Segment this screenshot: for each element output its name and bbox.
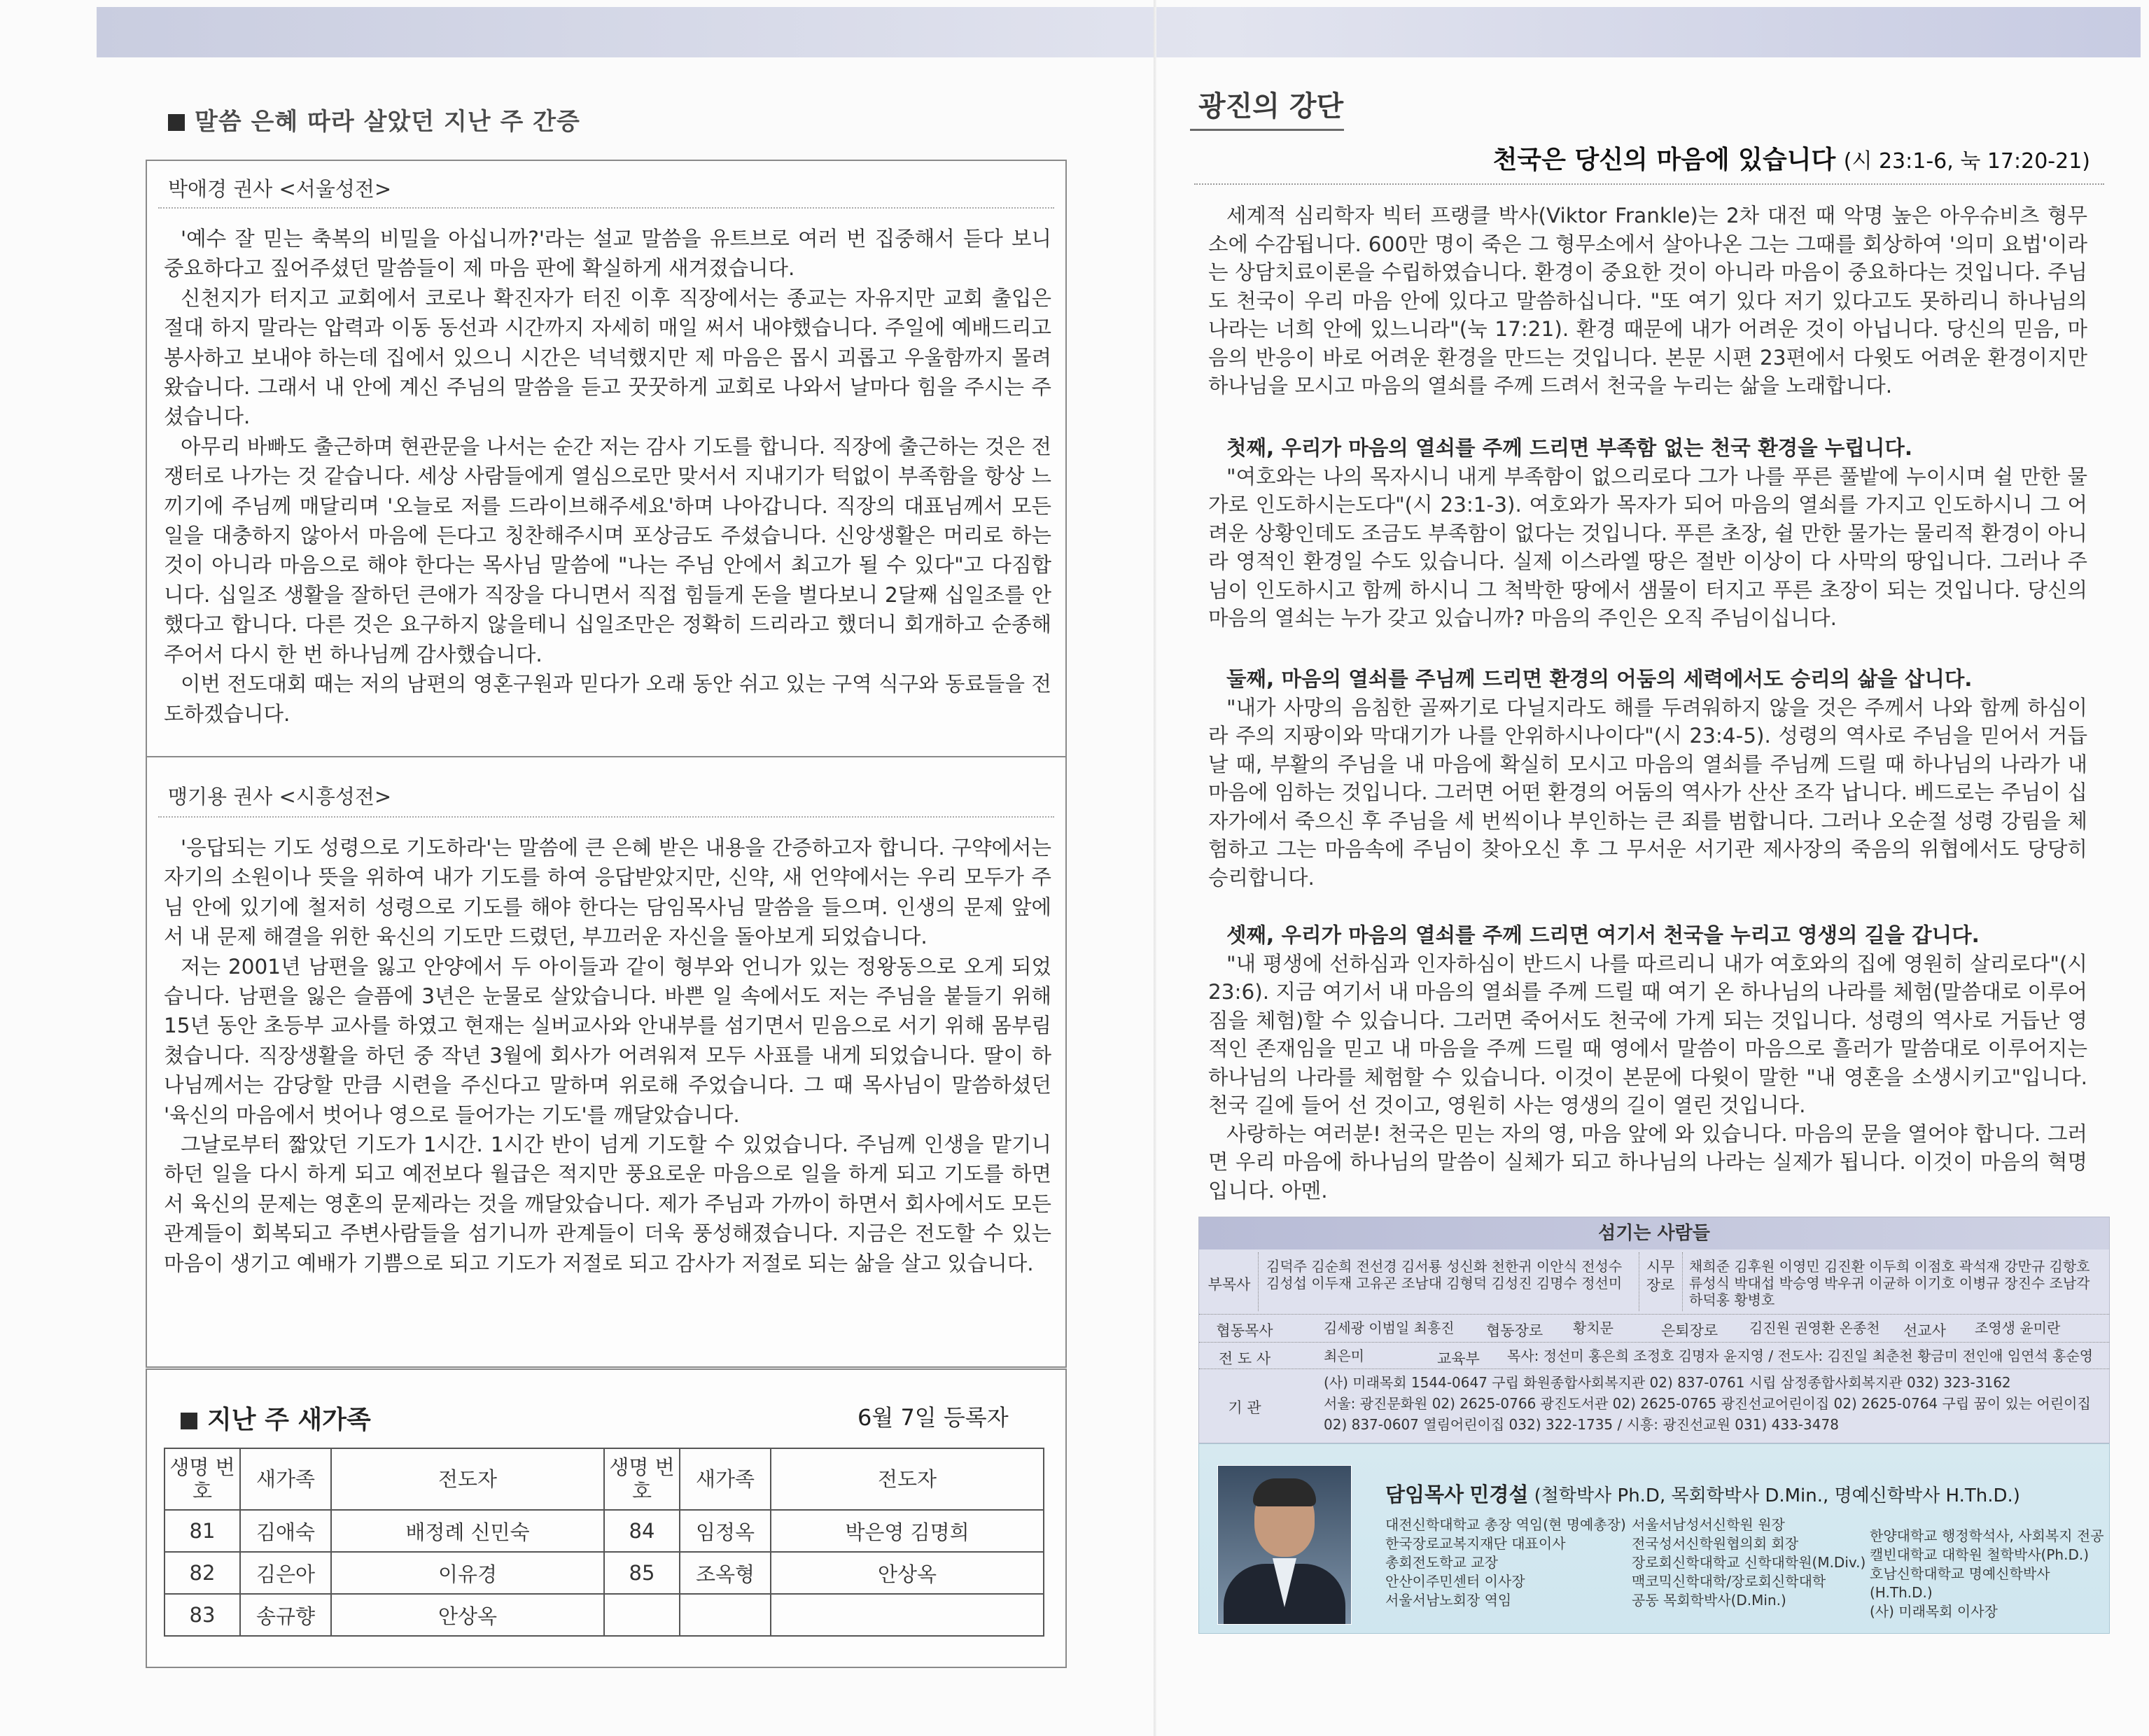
table-cell: 83 xyxy=(164,1594,240,1636)
pastor-name: 민경설 xyxy=(1469,1483,1529,1506)
career-item: 한국장로교복지재단 대표이사 xyxy=(1385,1535,1566,1552)
testimony-box-1 xyxy=(146,160,1067,757)
career-item: 총회전도학교 교장 xyxy=(1385,1554,1498,1571)
sermon-intro xyxy=(1208,202,2087,400)
org-label: 기 관 xyxy=(1228,1399,1261,1416)
testimony-paragraph: '예수 잘 믿는 축복의 비밀을 아십니까?'라는 설교 말씀을 유트브로 여러 번 집중해서 듣다 보니 중요하다고 짚어주셨던 말씀들이 제 마음 판에 확실하게 새겨졌습니다. xyxy=(164,227,1051,281)
sermon-title xyxy=(1493,140,2090,176)
table-cell: 임정옥 xyxy=(680,1510,771,1552)
table-cell xyxy=(680,1594,771,1636)
new-family-title xyxy=(181,1400,371,1436)
sermon-title-text: 천국은 당신의 마음에 있습니다 xyxy=(1492,146,1836,174)
pastor-photo xyxy=(1217,1465,1352,1625)
testimony-paragraph: 이번 전도대회 때는 저의 남편의 영혼구원과 믿다가 오래 동안 쉬고 있는 구역 식구와 동료들을 전도하겠습니다. xyxy=(164,672,1051,726)
testimony-paragraph: '응답되는 기도 성령으로 기도하라'는 말씀에 큰 은혜 받은 내용을 간증하고자 합니다. 구약에서는 자기의 소원이나 뜻을 위하여 내가 기도를 하여 응답받았지만, 신약, 새 언약에서는 우리 모두가 주님 안에 있기에 철저히 성령으로 기도를 해야 한다는 담임목사님 말씀을 들으며. 인생의 문제 앞에서 내 문제 해결을 위한 육신의 기도만 드렸던, 부끄러운 자신을 돌아보게 되었습니다. xyxy=(164,836,1051,949)
missionary-label: 선교사 xyxy=(1903,1322,1946,1339)
sermon-paragraph: 세계적 심리학자 빅터 프랭클 박사(Viktor Frankle)는 2차 대전 때 악명 높은 아우슈비츠 형무소에 수감됩니다. 600만 명이 죽은 그 형무소에서 살아나온 그는 그때를 회상하여 '의미 요법'이라는 상담치료이론을 수립하였습니다. 환경이 중요한 것이 아니라 마음이 중요하다는 것입니다. 주님도 천국이 우리 마음 안에 있다고 말씀하십니다. "또 여기 있다 저기 있다고도 못하리니 하나님의 나라는 너희 안에 있느니라"(눅 17:21). 환경 때문에 내가 어려운 것이 아닙니다. 당신의 믿음, 마음의 반응이 바로 어려운 환경을 만드는 것입니다. 본문 시편 23편에서 다윗도 어려운 환경이지만 하나님을 모시고 마음의 열쇠를 주께 드려서 천국을 누리는 삶을 노래합니다. xyxy=(1208,204,2087,398)
pastor-role: 담임목사 xyxy=(1385,1483,1464,1506)
testimony-paragraph: 저는 2001년 남편을 잃고 안양에서 두 아이들과 같이 형부와 언니가 있는 정왕동으로 오게 되었습니다. 남편을 잃은 슬픔에 3년은 눈물로 살았습니다. 바쁜 일 속에서도 저는 주님을 붙들기 위해 15년 동안 초등부 교사를 하였고 현재는 실버교사와 안내부를 섬기면서 믿음으로 서기 위해 몸부림쳤습니다. 직장생활을 하던 중 작년 3월에 회사가 어려워져 모두 사표를 내게 되었습니다. 딸이 하나님께서는 감당할 만큼 시련을 주신다고 말하며 위로해 주었습니다. 그 때 목사님이 말씀하셨던 '육신의 마음에서 벗어나 영으로 들어가는 기도'를 깨달았습니다. xyxy=(164,954,1051,1127)
table-cell: 김은아 xyxy=(240,1552,331,1594)
col-header: 새가족 xyxy=(240,1448,331,1510)
career-item: 한양대학교 행정학석사, 사회복지 전공 xyxy=(1870,1527,2104,1544)
pastor-career-col-2 xyxy=(1632,1516,1865,1610)
retired-label: 은퇴장로 xyxy=(1661,1322,1718,1339)
table-cell: 송규향 xyxy=(240,1594,331,1636)
sermon-paragraph: "내 평생에 선하심과 인자하심이 반드시 나를 따르리니 내가 여호와의 집에 영원히 살리로다"(시 23:6). 지금 여기서 내 마음의 열쇠를 주께 드릴 때 여기 온 하나님의 나라를 체험(말씀대로 이루어짐을 체험)할 수 있습니다. 그러면 죽어서도 천국에 가게 되는 것입니다. 성령의 역사로 거듭난 영적인 존재임을 믿고 내 마음을 주께 드릴 때 영에서 말씀이 마음으로 흘러가 말씀대로 이루어지는 하나님의 나라를 체험할 수 있습니다. 이것이 본문에 다윗이 말한 "내 영혼을 소생시키고"입니다. 천국 길에 들어 선 것이고, 영원히 사는 영생의 길이 열린 것입니다. xyxy=(1208,951,2087,1117)
coop-elder-names: 황치문 xyxy=(1573,1320,1614,1336)
table-row xyxy=(164,1510,1044,1552)
table-cell: 82 xyxy=(164,1552,240,1594)
testimony-box-2 xyxy=(146,756,1067,1368)
table-header-row xyxy=(164,1448,1044,1510)
evangelist-label: 전 도 사 xyxy=(1218,1350,1271,1367)
section-heading-text: 말씀 은혜 따라 살았던 지난 주 간증 xyxy=(195,108,580,136)
testimony-section-heading xyxy=(168,102,580,136)
career-item: 공동 목회학박사(D.Min.) xyxy=(1632,1592,1786,1609)
table-cell: 84 xyxy=(604,1510,680,1552)
testimony-body xyxy=(164,224,1051,729)
coop-label: 협동목사 xyxy=(1216,1322,1273,1339)
table-cell: 81 xyxy=(164,1510,240,1552)
sermon-reference: (시 23:1-6, 눅 17:20-21) xyxy=(1843,149,2090,174)
table-cell: 이유경 xyxy=(331,1552,604,1594)
table-cell: 안상옥 xyxy=(771,1552,1044,1594)
career-item: 서울서남성서신학원 원장 xyxy=(1632,1516,1785,1533)
career-item: 장로회신학대학교 신학대학원(M.Div.) xyxy=(1632,1554,1866,1571)
table-cell: 박은영 김명희 xyxy=(771,1510,1044,1552)
square-bullet-icon xyxy=(181,1413,197,1429)
testimony-body xyxy=(164,833,1051,1278)
point-heading: 둘째, 마음의 열쇠를 주님께 드리면 환경의 어둠의 세력에서도 승리의 삶을 삽니다. xyxy=(1226,667,1973,691)
career-item: 안산이주민센터 이사장 xyxy=(1385,1573,1525,1590)
career-item: 전국성서신학원협의회 회장 xyxy=(1632,1535,1799,1552)
staff-box xyxy=(1198,1217,2110,1443)
education-names: 목사: 정선미 홍은희 조정호 김명자 윤지영 / 전도사: 김진일 최춘천 황금미 전인애 임연석 홍순영 xyxy=(1507,1348,2094,1364)
table-row xyxy=(164,1552,1044,1594)
table-cell: 조옥형 xyxy=(680,1552,771,1594)
associate-names: 김덕주 김순희 전선경 김서룡 성신화 천한귀 이안식 전성수 김성섭 이두재 고유곤 조남대 김형덕 김성진 김명수 정선미 xyxy=(1266,1258,1623,1292)
sermon-point-1 xyxy=(1208,434,2087,633)
table-row xyxy=(164,1594,1044,1636)
elder-label: 시무 장로 xyxy=(1646,1259,1675,1294)
career-item: 대전신학대학교 총장 역임(현 명예총장) xyxy=(1385,1516,1626,1533)
table-cell xyxy=(604,1594,680,1636)
org-line: (사) 미래목회 1544-0647 구립 화원종합사회복지관 02) 837-0761 시립 삼정종합사회복지관 032) 323-3162 xyxy=(1324,1374,2011,1391)
point-heading: 첫째, 우리가 마음의 열쇠를 주께 드리면 부족함 없는 천국 환경을 누립니다. xyxy=(1226,436,1913,460)
sermon-paragraph: "여호와는 나의 목자시니 내게 부족함이 없으리로다 그가 나를 푸른 풀밭에 누이시며 쉴 만한 물가로 인도하시는도다"(시 23:1-3). 여호와가 목자가 되어 마음의 열쇠를 가지고 인도하시니 그 어려운 상황인데도 조금도 부족함이 없다는 것입니다. 푸른 초장, 쉴 만한 물가는 물리적 환경이 아니라 영적인 환경일 수도 있습니다. 실제 이스라엘 땅은 절반 이상이 다 사막의 땅입니다. 그러나 주님이 인도하시고 함께 하시니 그 척박한 땅에서 샘물이 터지고 푸른 초장이 되는 것입니다. 당신의 마음의 열쇠는 누가 갖고 있습니까? 마음의 주인은 오직 주님이십니다. xyxy=(1208,464,2087,630)
testimony-author: 박애경 권사 <서울성전> xyxy=(168,177,392,201)
top-banner xyxy=(97,7,2141,57)
col-header: 새가족 xyxy=(680,1448,771,1510)
pastor-career-col-1 xyxy=(1385,1516,1626,1610)
pastor-career-col-3 xyxy=(1870,1527,2109,1621)
table-cell: 배정례 신민숙 xyxy=(331,1510,604,1552)
pastor-name-line xyxy=(1385,1479,2020,1508)
new-family-table xyxy=(164,1448,1044,1637)
page-fold xyxy=(1154,0,1156,1736)
divider xyxy=(1199,1314,2109,1315)
title-rule xyxy=(1194,183,2104,185)
pastor-degrees: (철학박사 Ph.D, 목회학박사 D.Min., 명예신학박사 H.Th.D.) xyxy=(1534,1485,2020,1506)
coop-names: 김세광 이범일 최흥진 xyxy=(1324,1320,1455,1336)
divider xyxy=(1258,1252,1259,1311)
square-bullet-icon xyxy=(168,114,185,131)
testimony-paragraph: 아무리 바빠도 출근하며 현관문을 나서는 순간 저는 감사 기도를 합니다. 직장에 출근하는 것은 전쟁터로 나가는 것 같습니다. 세상 사람들에게 열심으로만 맞서서 지내기가 턱없이 부족함을 항상 느끼기에 주님께 매달리며 '오늘로 저를 드라이브해주세요'하며 나아갑니다. 직장의 대표님께서 모든 일을 대충하지 않아서 마음에 든다고 칭찬해주시며 포상금도 주셨습니다. 신앙생활은 머리로 하는 것이 아니라 마음으로 해야 한다는 목사님 말씀에 "나는 주님 안에서 최고가 될 수 있다"고 다짐합니다. 십일조 생활을 잘하던 큰애가 직장을 다니면서 직접 힘들게 돈을 벌다보니 2달째 십일조를 안했다고 합니다. 다른 것은 요구하지 않을테니 십일조만은 정확히 드리라고 했더니 회개하고 순종해주어서 다시 한 번 하나님께 감사했습니다. xyxy=(164,434,1051,666)
evangelist-names: 최은미 xyxy=(1324,1348,1364,1364)
col-header: 전도자 xyxy=(771,1448,1044,1510)
testimony-author: 맹기용 권사 <시흥성전> xyxy=(168,785,392,808)
testimony-paragraph: 신천지가 터지고 교회에서 코로나 확진자가 터진 이후 직장에서는 종교는 자유지만 교회 출입은 절대 하지 말라는 압력과 이동 동선과 시간까지 자세히 매일 써서 내야했습니다. 주일에 예배드리고 봉사하고 보내야 하는데 집에서 있으니 시간은 넉넉했지만 제 마음은 몹시 괴롭고 우울함까지 몰려왔습니다. 그래서 내 안에 계신 주님의 말씀을 듣고 꿋꿋하게 교회로 나와서 날마다 힘을 주시는 주셨습니다. xyxy=(164,286,1051,429)
sermon-point-3 xyxy=(1208,921,2087,1205)
divider xyxy=(158,816,1054,818)
career-item: 캘빈대학교 대학원 철학박사(Ph.D.) xyxy=(1870,1546,2090,1563)
career-item: 맥코믹신학대학/장로회신학대학 xyxy=(1632,1573,1826,1590)
table-cell: 김애숙 xyxy=(240,1510,331,1552)
retired-names: 김진원 권영환 온종천 xyxy=(1749,1320,1880,1336)
col-header: 전도자 xyxy=(331,1448,604,1510)
sermon-paragraph: "내가 사망의 음침한 골짜기로 다닐지라도 해를 두려워하지 않을 것은 주께서 나와 함께 하심이라 주의 지팡이와 막대기가 나를 안위하시나이다"(시 23:4-5). 성령의 역사로 주님을 믿어서 거듭날 때, 부활의 주님을 내 마음에 확실히 모시고 마음의 열쇠를 주님께 드릴 때 하나님의 나라가 내 마음에 임하는 것입니다. 그러면 어떤 환경의 어둠의 역사가 산산 조각 납니다. 베드로는 주님이 십자가에서 죽으신 후 주님을 세 번씩이나 부인하는 큰 죄를 범합니다. 그러나 오순절 성령 강림을 체험하고 그는 마음속에 주님이 찾아오신 후 그 무서운 서기관 제사장의 죽음의 위협에서도 당당히 승리합니다. xyxy=(1208,695,2087,890)
coop-elder-label: 협동장로 xyxy=(1486,1322,1544,1339)
table-cell: 안상옥 xyxy=(331,1594,604,1636)
divider xyxy=(158,207,1054,209)
new-family-title-text: 지난 주 새가족 xyxy=(207,1406,371,1434)
pastor-profile xyxy=(1198,1443,2110,1634)
divider xyxy=(1199,1368,2109,1369)
col-header: 생명 번호 xyxy=(604,1448,680,1510)
associate-label: 부목사 xyxy=(1208,1276,1251,1293)
divider xyxy=(1199,1342,2109,1343)
table-cell xyxy=(771,1594,1044,1636)
divider xyxy=(1682,1252,1683,1311)
career-item: 서울서남노회장 역임 xyxy=(1385,1592,1512,1609)
table-cell: 85 xyxy=(604,1552,680,1594)
org-line: 서울: 광진문화원 02) 2625-0766 광진도서관 02) 2625-0765 광진선교어린이집 02) 2625-0764 구립 꿈이 있는 어린이집 xyxy=(1324,1395,2091,1412)
staff-title: 섬기는 사람들 xyxy=(1199,1217,2109,1250)
career-item: 호남신학대학교 명예신학박사(H.Th.D.) xyxy=(1870,1565,2050,1601)
career-item: (사) 미래목회 이사장 xyxy=(1870,1603,1998,1620)
lecture-underline xyxy=(1190,129,1344,131)
testimony-paragraph: 그날로부터 짧았던 기도가 1시간. 1시간 반이 넘게 기도할 수 있었습니다. 주님께 인생을 맡기니 하던 일을 다시 하게 되고 예전보다 월급은 적지만 풍요로운 마음으로 일을 하게 되고 기도를 하면서 육신의 문제는 영혼의 문제라는 것을 깨달았습니다. 제가 주님과 가까이 하면서 회사에서도 모든 관계들이 회복되고 주변사람들을 섬기니까 관계들이 더욱 풍성해졌습니다. 지금은 전도할 수 있는 마음이 생기고 예배가 기쁨으로 되고 기도가 저절로 되고 감사가 저절로 되는 삶을 살고 있습니다. xyxy=(164,1133,1051,1275)
point-heading: 셋째, 우리가 마음의 열쇠를 주께 드리면 여기서 천국을 누리고 영생의 길을 갑니다. xyxy=(1226,923,1980,947)
new-family-date: 6월 7일 등록자 xyxy=(858,1404,1009,1431)
education-label: 교육부 xyxy=(1437,1350,1480,1367)
lecture-label: 광진의 강단 xyxy=(1198,90,1344,122)
sermon-closing: 사랑하는 여러분! 천국은 믿는 자의 영, 마음 앞에 와 있습니다. 마음의 문을 열어야 합니다. 그러면 우리 마음에 하나님의 말씀이 실체가 되고 하나님의 나라는 실제가 됩니다. 이것이 마음의 혁명입니다. 아멘. xyxy=(1208,1121,2087,1203)
missionary-names: 조영생 윤미란 xyxy=(1975,1320,2061,1336)
elder-names: 채희준 김후원 이영민 김진환 이두희 이점호 곽석재 강만규 김항호 류성식 박대섭 박승영 박우귀 이균하 이기호 이병규 장진수 조남각 하덕홍 황병호 xyxy=(1689,1258,2090,1308)
org-line: 02) 837-0607 열림어린이집 032) 322-1735 / 시흥: 광진선교원 031) 433-3478 xyxy=(1324,1416,1839,1433)
col-header: 생명 번호 xyxy=(164,1448,240,1510)
sermon-point-2 xyxy=(1208,665,2087,892)
